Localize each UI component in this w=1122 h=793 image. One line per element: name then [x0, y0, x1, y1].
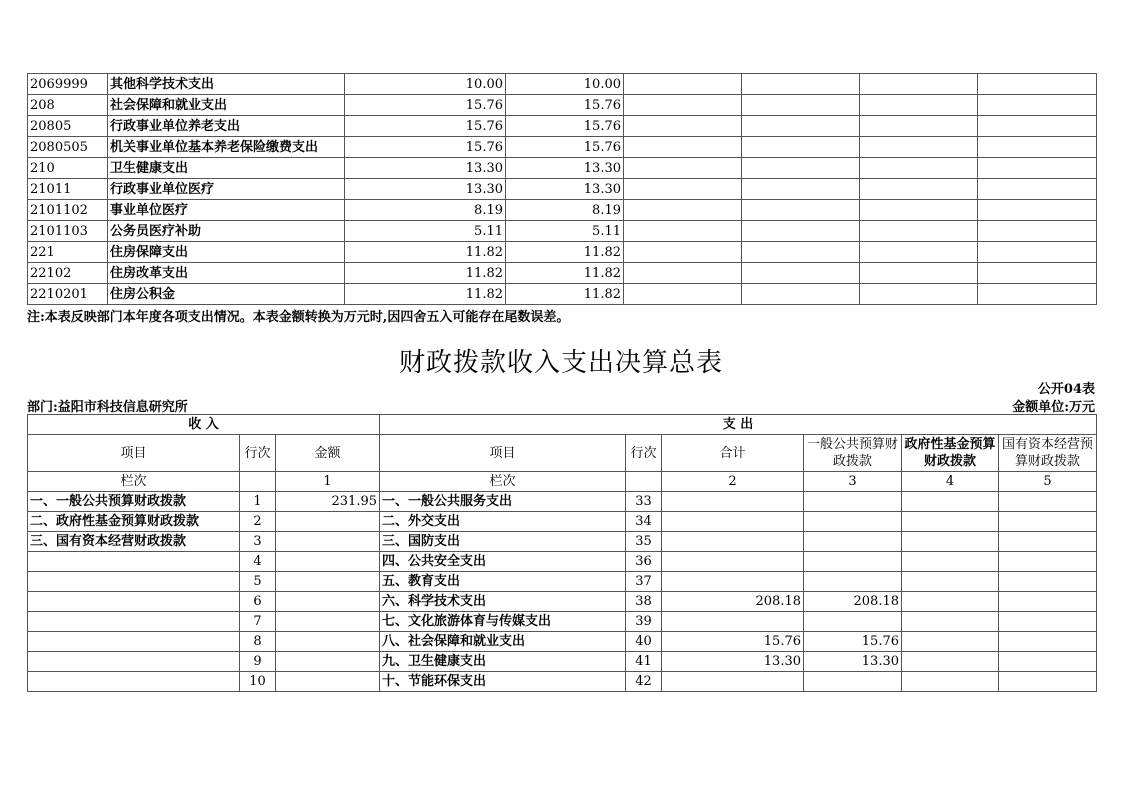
department-label: 部门:益阳市科技信息研究所 [27, 400, 188, 415]
income-item: 二、政府性基金预算财政拨款 [28, 512, 240, 532]
income-amount [276, 512, 380, 532]
subject-code: 208 [28, 95, 108, 116]
summary-body [28, 415, 1097, 692]
expense-total [662, 672, 804, 692]
empty-cell [860, 242, 978, 263]
subject-code: 2101102 [28, 200, 108, 221]
empty-cell [624, 284, 742, 305]
expense-general [804, 612, 902, 632]
subject-name: 事业单位医疗 [108, 200, 345, 221]
col-2: 2 [662, 472, 804, 492]
expense-detail-table [27, 73, 1097, 305]
empty-cell [978, 221, 1097, 242]
empty-cell [742, 95, 860, 116]
expense-state [999, 592, 1097, 612]
col-4: 4 [902, 472, 999, 492]
expense-row-no: 38 [626, 592, 662, 612]
income-item: 三、国有资本经营财政拨款 [28, 532, 240, 552]
income-item: 一、一般公共预算财政拨款 [28, 492, 240, 512]
table-row [28, 284, 1097, 305]
amount-basic: 8.19 [506, 200, 624, 221]
empty-cell [860, 95, 978, 116]
expense-total [662, 572, 804, 592]
table-note: 注:本表反映部门本年度各项支出情况。本表金额转换为万元时,因四舍五入可能存在尾数误差。 [27, 310, 570, 325]
expense-state [999, 672, 1097, 692]
expense-row-no: 35 [626, 532, 662, 552]
empty-cell [742, 137, 860, 158]
expense-item: 十、节能环保支出 [380, 672, 626, 692]
expense-general [804, 552, 902, 572]
amount-total: 10.00 [345, 74, 506, 95]
subject-name: 卫生健康支出 [108, 158, 345, 179]
expense-row-no: 42 [626, 672, 662, 692]
empty-cell [624, 263, 742, 284]
total-header: 合计 [662, 435, 804, 472]
expense-item-header: 项目 [380, 435, 626, 472]
empty-cell [860, 74, 978, 95]
empty-cell [624, 137, 742, 158]
empty-cell [860, 221, 978, 242]
expense-row-no: 39 [626, 612, 662, 632]
expense-item: 九、卫生健康支出 [380, 652, 626, 672]
empty-cell [624, 221, 742, 242]
empty-cell [742, 200, 860, 221]
amount-total: 15.76 [345, 137, 506, 158]
col-label: 栏次 [28, 472, 240, 492]
expense-state [999, 552, 1097, 572]
subject-name: 机关事业单位基本养老保险缴费支出 [108, 137, 345, 158]
income-item [28, 572, 240, 592]
expense-total: 13.30 [662, 652, 804, 672]
expense-state [999, 512, 1097, 532]
income-amount: 231.95 [276, 492, 380, 512]
table-row [28, 592, 1097, 612]
form-code: 公开04表 [1037, 382, 1095, 397]
empty-cell [860, 116, 978, 137]
expense-general [804, 572, 902, 592]
col-empty-2 [626, 472, 662, 492]
expense-state [999, 652, 1097, 672]
subject-code: 20805 [28, 116, 108, 137]
amount-basic: 5.11 [506, 221, 624, 242]
amount-basic: 13.30 [506, 179, 624, 200]
table-row [28, 552, 1097, 572]
expense-row-no: 37 [626, 572, 662, 592]
expense-general: 13.30 [804, 652, 902, 672]
amount-basic: 11.82 [506, 284, 624, 305]
income-header: 收 入 [28, 415, 380, 435]
expense-item: 七、文化旅游体育与传媒支出 [380, 612, 626, 632]
income-amount [276, 672, 380, 692]
expense-item: 四、公共安全支出 [380, 552, 626, 572]
expense-total: 208.18 [662, 592, 804, 612]
income-amount [276, 652, 380, 672]
table-row [28, 652, 1097, 672]
subject-code: 22102 [28, 263, 108, 284]
expense-fund [902, 532, 999, 552]
expense-row-no: 36 [626, 552, 662, 572]
expense-row-no: 34 [626, 512, 662, 532]
expense-item: 一、一般公共服务支出 [380, 492, 626, 512]
subject-code: 21011 [28, 179, 108, 200]
expense-fund [902, 672, 999, 692]
empty-cell [742, 74, 860, 95]
amount-total: 15.76 [345, 95, 506, 116]
expense-general [804, 512, 902, 532]
income-item [28, 652, 240, 672]
amount-total: 13.30 [345, 179, 506, 200]
expense-state [999, 492, 1097, 512]
income-item [28, 552, 240, 572]
general-budget-header: 一般公共预算财政拨款 [804, 435, 902, 472]
expense-item: 五、教育支出 [380, 572, 626, 592]
page-title: 财政拨款收入支出决算总表 [398, 348, 723, 378]
empty-cell [978, 263, 1097, 284]
empty-cell [624, 179, 742, 200]
header-row-1 [28, 415, 1097, 435]
subject-code: 2101103 [28, 221, 108, 242]
col-label-2: 栏次 [380, 472, 626, 492]
empty-cell [742, 179, 860, 200]
subject-name: 住房公积金 [108, 284, 345, 305]
amount-basic: 13.30 [506, 158, 624, 179]
empty-cell [860, 200, 978, 221]
table-row [28, 572, 1097, 592]
expense-state [999, 532, 1097, 552]
amount-total: 5.11 [345, 221, 506, 242]
empty-cell [742, 263, 860, 284]
subject-code: 2210201 [28, 284, 108, 305]
summary-table [27, 414, 1097, 692]
table-row [28, 137, 1097, 158]
expense-general: 208.18 [804, 592, 902, 612]
empty-cell [742, 242, 860, 263]
col-empty [240, 472, 276, 492]
empty-cell [742, 284, 860, 305]
amount-basic: 15.76 [506, 95, 624, 116]
empty-cell [624, 200, 742, 221]
expense-row-no: 40 [626, 632, 662, 652]
empty-cell [624, 74, 742, 95]
empty-cell [860, 179, 978, 200]
empty-cell [624, 242, 742, 263]
subject-name: 住房改革支出 [108, 263, 345, 284]
income-row-no: 7 [240, 612, 276, 632]
empty-cell [978, 74, 1097, 95]
table-row [28, 672, 1097, 692]
income-item-header: 项目 [28, 435, 240, 472]
income-row-no: 9 [240, 652, 276, 672]
empty-cell [978, 158, 1097, 179]
col-3: 3 [804, 472, 902, 492]
empty-cell [624, 116, 742, 137]
income-amount-header: 金额 [276, 435, 380, 472]
table-row [28, 74, 1097, 95]
income-row-no: 3 [240, 532, 276, 552]
expense-total [662, 532, 804, 552]
empty-cell [978, 137, 1097, 158]
expense-general: 15.76 [804, 632, 902, 652]
header-row-2 [28, 435, 1097, 472]
subject-name: 公务员医疗补助 [108, 221, 345, 242]
empty-cell [742, 221, 860, 242]
table-row [28, 242, 1097, 263]
expense-item: 二、外交支出 [380, 512, 626, 532]
col-1: 1 [276, 472, 380, 492]
amount-basic: 11.82 [506, 263, 624, 284]
income-row-no: 6 [240, 592, 276, 612]
empty-cell [624, 95, 742, 116]
table-row [28, 179, 1097, 200]
empty-cell [860, 284, 978, 305]
table-row [28, 612, 1097, 632]
amount-basic: 11.82 [506, 242, 624, 263]
empty-cell [978, 116, 1097, 137]
expense-state [999, 632, 1097, 652]
subject-name: 行政事业单位养老支出 [108, 116, 345, 137]
amount-total: 8.19 [345, 200, 506, 221]
expense-general [804, 532, 902, 552]
table-row [28, 221, 1097, 242]
expense-general [804, 492, 902, 512]
income-amount [276, 592, 380, 612]
table-row [28, 158, 1097, 179]
expense-item: 三、国防支出 [380, 532, 626, 552]
expense-fund [902, 512, 999, 532]
subject-name: 社会保障和就业支出 [108, 95, 345, 116]
expense-general [804, 672, 902, 692]
expense-fund [902, 652, 999, 672]
table-row [28, 200, 1097, 221]
expense-header: 支 出 [380, 415, 1097, 435]
income-amount [276, 552, 380, 572]
income-amount [276, 632, 380, 652]
column-index-row [28, 472, 1097, 492]
table-row [28, 512, 1097, 532]
amount-total: 13.30 [345, 158, 506, 179]
subject-name: 行政事业单位医疗 [108, 179, 345, 200]
amount-basic: 15.76 [506, 116, 624, 137]
subject-code: 2069999 [28, 74, 108, 95]
empty-cell [860, 137, 978, 158]
fund-budget-header: 政府性基金预算财政拨款 [902, 435, 999, 472]
expense-fund [902, 592, 999, 612]
amount-total: 15.76 [345, 116, 506, 137]
subject-name: 住房保障支出 [108, 242, 345, 263]
expense-row-no: 41 [626, 652, 662, 672]
expense-fund [902, 552, 999, 572]
income-row-no: 10 [240, 672, 276, 692]
expense-fund [902, 612, 999, 632]
expense-total: 15.76 [662, 632, 804, 652]
amount-total: 11.82 [345, 284, 506, 305]
table-row [28, 263, 1097, 284]
subject-code: 221 [28, 242, 108, 263]
empty-cell [624, 158, 742, 179]
amount-basic: 10.00 [506, 74, 624, 95]
empty-cell [978, 179, 1097, 200]
empty-cell [978, 284, 1097, 305]
empty-cell [978, 95, 1097, 116]
subject-name: 其他科学技术支出 [108, 74, 345, 95]
expense-fund [902, 632, 999, 652]
subject-code: 2080505 [28, 137, 108, 158]
empty-cell [742, 116, 860, 137]
income-row-no: 2 [240, 512, 276, 532]
expense-row-no: 33 [626, 492, 662, 512]
expense-total [662, 492, 804, 512]
expense-detail-body [28, 74, 1097, 305]
amount-basic: 15.76 [506, 137, 624, 158]
income-item [28, 612, 240, 632]
empty-cell [860, 263, 978, 284]
income-item [28, 672, 240, 692]
expense-state [999, 572, 1097, 592]
state-capital-header: 国有资本经营预算财政拨款 [999, 435, 1097, 472]
income-row-no-header: 行次 [240, 435, 276, 472]
income-item [28, 632, 240, 652]
empty-cell [860, 158, 978, 179]
income-amount [276, 532, 380, 552]
expense-total [662, 612, 804, 632]
expense-item: 六、科学技术支出 [380, 592, 626, 612]
income-amount [276, 612, 380, 632]
income-item [28, 592, 240, 612]
amount-total: 11.82 [345, 242, 506, 263]
table-row [28, 532, 1097, 552]
empty-cell [978, 242, 1097, 263]
table-row [28, 492, 1097, 512]
expense-item: 八、社会保障和就业支出 [380, 632, 626, 652]
col-5: 5 [999, 472, 1097, 492]
expense-state [999, 612, 1097, 632]
amount-unit-label: 金额单位:万元 [1012, 400, 1095, 415]
subject-code: 210 [28, 158, 108, 179]
income-row-no: 8 [240, 632, 276, 652]
expense-total [662, 552, 804, 572]
table-row [28, 116, 1097, 137]
table-row [28, 632, 1097, 652]
income-amount [276, 572, 380, 592]
empty-cell [978, 200, 1097, 221]
expense-fund [902, 492, 999, 512]
expense-fund [902, 572, 999, 592]
expense-total [662, 512, 804, 532]
income-row-no: 4 [240, 552, 276, 572]
expense-row-no-header: 行次 [626, 435, 662, 472]
empty-cell [742, 158, 860, 179]
amount-total: 11.82 [345, 263, 506, 284]
table-row [28, 95, 1097, 116]
income-row-no: 5 [240, 572, 276, 592]
income-row-no: 1 [240, 492, 276, 512]
